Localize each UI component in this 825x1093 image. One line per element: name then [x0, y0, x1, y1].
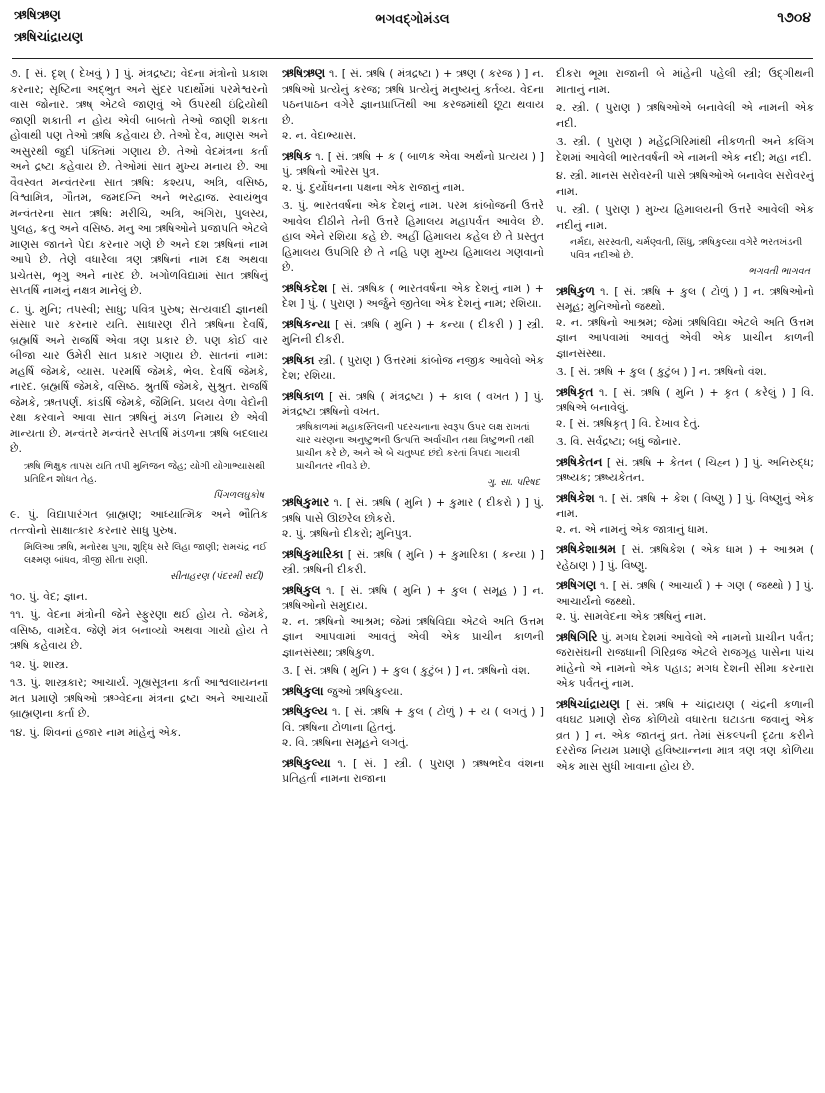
headword: ઋષિકૃત — [556, 384, 594, 399]
headword: ઋષિકુલ્યા — [282, 755, 331, 770]
sense-2: ૨. [ સં. ઋષિકૃત્ ] વિ. દેખાવ દેતું. — [556, 416, 701, 430]
sense-1: ૧. [ સં. ઋષિ + કેશ ( વિષ્ણુ ) ] પું. વિષ્ણુનું એક નામ. — [556, 491, 814, 520]
sense-1: ૧. [ સં. ઋષિ + ક ( બાળક એવા અર્થનો પ્રત્યય ) ] પું. ઋષિનો ઔરસ પુત્ર. — [282, 149, 544, 178]
sense-1: ૧. [ સં. ઋષિ + કુલ ( ટોળું ) ] ન. ઋષિઓનો સમૂહ; મુનિઓનો જથ્થો. — [556, 284, 814, 313]
sense-1: ૧. [ સં. ] સ્ત્રી. ( પુરાણ ) ઋષભદેવ વંશના પ્રતિહર્તા નામના રાજાના — [282, 756, 544, 785]
definition: [ સં. ઋષિ + ચાંદ્રાયણ ( ચંદ્રની કળાની વધઘટ પ્રમાણે રોજ કોળિયો વધારતા ઘટાડતા જવાનું એક વ્રત ) ] ન. એક જાતનું વ્રત. તેમાં સંકલ્પની દૃઢતા કરીને દરરોજ નિયમ પ્રમાણે હવિષ્યાન્નના માત્ર ત્રણ ત્રણ કોળિયા એક માસ સુધી ખાવાના હોય છે. — [556, 697, 814, 773]
sense-14: ૧૪. પું. શિવનાં હજાર નામ માંહેનું એક. — [10, 725, 182, 739]
sense-1: ૧. [ સં. ઋષિ ( મંત્રદ્રષ્ટા ) + ઋણ ( કરજ ) ] ન. ઋષિઓ પ્રત્યેનું કરજ; ઋષિ પ્રત્યેનું મનુષ્યનું કર્તવ્ય. વેદના પઠનપાઠન વગેરે જ્ઞાનપ્રાપ્તિથી આ કરજમાંથી છૂટા થવાય છે. — [282, 67, 544, 127]
entry-rishikanya — [282, 317, 544, 348]
sense-2: ૨. ન. વેદાભ્યાસ. — [282, 129, 357, 142]
sense-2: ૨. ન. એ નામનું એક જાત્રાનું ધામ. — [556, 522, 709, 536]
headword: ઋષિકેશાશ્રમ — [556, 542, 616, 556]
sense-3: ૩. પું. ભારતવર્ષના એક દેશનું નામ. પરમ કાંબોજની ઉત્તરે આવેલ દીઠીને તેની ઉત્તરે હિમાલય મહાપર્વત આવેલ છે. હાલ એને રશિયા કહે છે. અહીં હિમાલય કહેલ છે તે પ્રસ્તુત હિમાલય ઉપગિરિ છે તે નહિ પણ મુખ્ય હિમાલય ગણવાનો છે. — [282, 199, 544, 274]
headword: ઋષિકા — [282, 352, 315, 367]
entry-rishikulyaa — [282, 756, 544, 787]
sense-1: ૧. [ સં. ઋષિ ( મુનિ ) + કુલ ( સમૂહ ) ] ન. ઋષિઓનો સમુદાય. — [282, 583, 544, 612]
definition: [ સં. ઋષિ ( મુનિ ) + કન્યા ( દીકરી ) ] સ્ત્રી. મુનિની દીકરી. — [282, 317, 544, 346]
sense-1: ૧. [ સં. ઋષિ + કુલ ( ટોળું ) + ય ( લગતું ) ] વિ. ઋષિના ટોળાના હિતનું. — [282, 705, 544, 734]
column-2 — [282, 66, 544, 1086]
entry-rishik — [282, 149, 544, 276]
headword: ઋષિકેશ — [556, 490, 595, 505]
definition: [ સં. ઋષિ ( મુનિ ) + કુમારિકા ( કન્યા ) ] સ્ત્રી. ઋષિની દીકરી. — [282, 547, 544, 576]
sense-5: ૫. સ્ત્રી. ( પુરાણ ) મુખ્ય હિમાલયની ઉત્તરે આવેલી એક નદીનું નામ. — [556, 203, 814, 232]
sense-3: ૩. [ સં. ઋષિ ( મુનિ ) + કુલ ( કુટુંબ ) ] ન. ઋષિનો વંશ. — [282, 664, 531, 677]
definition: સ્ત્રી. ( પુરાણ ) ઉત્તરમાં કાંબોજ નજીક આવેલો એક દેશ; રશિયા. — [282, 353, 544, 382]
sense-2: ૨. પું. સામવેદના એક ઋષિનું નામ. — [556, 610, 707, 623]
sense-1: ૧. [ સં. ઋષિ ( આચાર્ય ) + ગણ ( જથ્થો ) ] પું. આચાર્યનો જથ્થો. — [556, 579, 814, 608]
page-number: ૧૭૦૪ — [777, 10, 811, 26]
entry-rishikulya — [282, 704, 544, 751]
definition: પું. મગધ દેશમાં આવેલો એ નામનો પ્રાચીન પર્વત; જરાસંઘની રાજધાની ગિરિવ્રજ એટલે રાજગૃહ પાસેના પાંચ માંહેનો એ નામનો એક પહાડ; મગધ દેશની સીમા કરનારા એક પર્વતનું નામ. — [556, 630, 814, 690]
quotation-source: ગુ. સા. પરિષદ — [487, 476, 540, 488]
sense-12: ૧૨. પું. શાસ્ત્ર. — [10, 657, 69, 671]
definition: [ સં. ઋષિ ( મંત્રદ્રષ્ટા ) + કાલ ( વખત ) ] પું. મંત્રદ્રષ્ટા ઋષિનો વખત. — [282, 389, 544, 418]
entry-rishika — [282, 353, 544, 384]
sense-9: ૯. પું. વિદ્યાપારંગત બ્રાહ્મણ; આધ્યાત્મિક અને ભૌતિક તત્ત્વોનો સાક્ષાત્કાર કરનાર સાધુ પુરુષ. — [10, 508, 268, 537]
sense-2: ૨. પું. દુર્યોધનના પક્ષના એક રાજાનું નામ. — [282, 180, 465, 194]
definition: [ સં. ઋષિકેશ ( એક ધામ ) + આશ્રમ ( રહેઠાણ ) ] પું. વિષ્ણુ. — [556, 543, 814, 572]
entry-rishikul-2 — [556, 284, 814, 380]
header-divider — [12, 58, 813, 59]
sense-13: ૧૩. પું. શાસ્ત્રકાર; આચાર્ય. ગૃહ્યસૂત્રના કર્તા આશ્વલાયનના મત પ્રમાણે ઋષિઓ ઋગ્વેદના મંત્રના દ્રષ્ટા અને આચાર્યો બ્રાહ્મણના કર્તા છે. — [10, 676, 268, 720]
headword: ઋષિઋણ — [282, 66, 326, 80]
sense-2: ૨. સ્ત્રી. ( પુરાણ ) ઋષિઓએ બનાવેલી એ નામની એક નદી. — [556, 101, 814, 130]
page-header — [14, 8, 811, 54]
headword: ઋષિકુલ — [282, 582, 321, 597]
entry-rishikula — [282, 684, 544, 700]
headword: ઋષિકુળ — [556, 283, 595, 298]
sense-8: ૮. પું. મુનિ; તપસ્વી; સાધુ; પવિત્ર પુરુષ; સત્યવાદી જ્ઞાનથી સંસાર પાર કરનાર યતિ. સાધારણ રીતે ઋષિના દેવર્ષિ, બ્રહ્મર્ષિ અને રાજર્ષિ એવા ત્રણ પ્રકાર છે. પણ કોઈ વાર બીજા ચાર ઉમેરી સાત પ્રકાર ગણાય છે. સાતનાં નામ: મહર્ષિ જેમકે, વ્યાસ. પરમર્ષિ જેમકે, ભેલ. દેવર્ષિ જેમકે, નારદ. બ્રહ્મર્ષિ જેમકે, વસિષ્ઠ. શ્રુતર્ષિ જેમકે, સુશ્રુત. રાજર્ષિ જેમકે, ઋતપર્ણ. કાંડર્ષિ જેમકે, જૈમિનિ. પ્રલય વેળા વેદોની રક્ષા કરવાને આવા સાત ઋષિનું મંડળ નિમાય છે એવી માન્યતા છે. મન્વંતરે મન્વંતરે સપ્તર્ષિ મંડળના ઋષિ બદલાય છે. — [10, 302, 268, 455]
headword: ઋષિગણ — [556, 578, 597, 592]
entry-rishikal — [282, 389, 544, 491]
quotation: મિલિઆ ઋષિ, મનોરથ પુગા, શુદ્ધિ સરે લિહા જાણી; રામચંદ્ર નઈ લક્ષ્મણ બાંધવ, ત્રીજી સીતા રાણી. — [24, 542, 267, 566]
column-1 — [10, 66, 268, 1086]
sense-3: ૩. [ સં. ઋષિ + કુલ ( કુટુંબ ) ] ન. ઋષિનો વંશ. — [556, 365, 767, 378]
entry-rishikul — [282, 583, 544, 679]
quotation: નર્મદા, સરસ્વતી, ચર્મણ્વતી, સિંધુ, ઋષિકુલ્યા વગેરે ભરતખંડની પવિત્ર નદીઓ છે. — [570, 237, 803, 261]
entry-rishikumarika — [282, 547, 544, 578]
guide-word-top: ઋષિઋણ — [14, 8, 61, 23]
headword: ઋષિકદેશ — [282, 280, 328, 295]
headword: ઋષિચાંદ્રાયણ — [556, 696, 620, 711]
guide-word-bottom: ઋષિચાંદ્રાયણ — [14, 30, 84, 45]
entry-rishikdesh — [282, 281, 544, 312]
headword: ઋષિકુલ્ય — [282, 704, 328, 718]
sense-4: ૪. સ્ત્રી. માનસ સરોવરની પાસે ઋષિઓએ બનાવેલ સરોવરનું નામ. — [556, 169, 814, 198]
headword: ઋષિકેતન — [556, 454, 603, 469]
entry-rishigiri — [556, 630, 814, 692]
headword: ઋષિકુમારિકા — [282, 546, 344, 561]
quotation: ઋષિ ભિક્ષુક તાપસ યતિ તપી મુનિજન જેહ; યોગી યોગાભ્યાસથી પ્રતિદિન શોધત તેહ. — [24, 460, 266, 485]
entry-rishikumar — [282, 495, 544, 542]
entry-rishichandrayan — [556, 697, 814, 775]
quotation-source: સીતાહરણ (પંદરમી સદી) — [170, 571, 264, 582]
quotation-source: પિંગળલઘુકોષ — [213, 489, 264, 501]
sense-2: ૨. પું. ઋષિનો દીકરો; મુનિપુત્ર. — [282, 527, 412, 540]
entry-rishikeshashram — [556, 542, 814, 573]
sense-3: ૩. વિ. સર્વદ્રષ્ટા; બધું જોનાર. — [556, 435, 682, 448]
sense-7: ૭. [ સં. દૃશ્ ( દેખવું ) ] પું. મંત્રદ્રષ્ટા; વેદના મંત્રોનો પ્રકાશ કરનાર; સૃષ્ટિના અદ્ભુત અને સુંદર પદાર્થોમાં પરમેશ્વરનો વાસ જોનાર. ઋષ્ એટલે જાણવું એ ઉપરથી ઇંદ્રિયોથી જાણી શકાતી ન હોય એવી બાબતો તેઓ જાણી શકતા હોવાથી પણ તેઓ ઋષિ કહેવાય છે. તેઓ દેવ, માણસ અને અસુરથી જુદી પંક્તિમાં ગણાય છે. તેઓ વેદમંત્રના કર્તા અને દ્રષ્ટા કહેવાય છે. તેઓમાં સાત મુખ્ય મનાય છે. આ વૈવસ્વત મન્વંતરના સાત ઋષિ: કશ્યપ, અત્રિ, વસિષ્ઠ, વિશ્વામિત્ર, ગૌતમ, જમદગ્નિ અને ભરદ્વાજ. સ્વાયંભુવ મન્વંતરના સાત ઋષિ: મરીચિ, અત્રિ, અંગિરા, પુલસ્ય, પુલહ, ક્રતુ અને વસિષ્ઠ. મનુ આ ઋષિઓને પ્રજાપતિ એટલે માણસ જાતને પેદા કરનાર ગણે છે અને દશ ઋષિનાં નામ આપે છે. તેણે વધારેલા ત્રણ ઋષિનાં નામ દક્ષ અથવા પ્રચેતસ, ભૃગુ અને નારદ છે. ખગોળવિદ્યામાં સાત ઋષિનું સપ્તર્ષિ નામનું નક્ષત્ર માનેલું છે. — [10, 67, 268, 297]
column-3 — [556, 66, 814, 1086]
continued-text: દીકરા ભૂમા રાજાની બે માંહેની પહેલી સ્ત્રી; ઉદ્ગીથની માતાનું નામ. — [556, 67, 814, 96]
entry-rishikesh — [556, 491, 814, 538]
headword: ઋષિકુમાર — [282, 495, 330, 509]
quotation-source: ભગવતી ભાગવત — [748, 266, 810, 277]
headword: ઋષિકાળ — [282, 388, 324, 403]
quotation: ઋષિકાળમાં મહાકસ્તિલની પદરચનાના સ્વરૂપ ઉપર લક્ષ રાખતાં ચાર ચરણના અનુષ્ટુભની ઉત્પત્તિ અર્વાચીન તથા ત્રિષ્ટુભની તથી પ્રાચીન કરે છે, અને એ બે ચતુષ્પદ છંદો કરતાં ત્રિપદા ગાયત્રી પ્રાચીનતર નીવડે છે. — [296, 421, 535, 472]
headword: ઋષિકન્યા — [282, 316, 331, 331]
sense-2: ૨. વિ. ઋષિના સમૂહને લગતું. — [282, 736, 409, 749]
book-title: ભગવદ્ગોમંડલ — [375, 12, 450, 27]
sense-10: ૧૦. પું. વેદ; જ્ઞાન. — [10, 589, 88, 603]
headword: ઋષિગિરિ — [556, 629, 598, 644]
entry-rishigan — [556, 578, 814, 625]
definition: [ સં. ઋષિક ( ભારતવર્ષના એક દેશનું નામ ) + દેશ ] પું. ( પુરાણ ) અર્જુને જીતેલા એક દેશનું નામ; રશિયા. — [282, 281, 544, 310]
headword: ઋષિકુલા — [282, 683, 324, 698]
headword: ઋષિક — [282, 148, 312, 163]
entry-rishiketan — [556, 455, 814, 486]
entry-rishikrut — [556, 385, 814, 450]
sense-1: ૧. [ સં. ઋષિ ( મુનિ ) + કુમાર ( દીકરો ) ] પું. ઋષિ પાસે ઊછરેલ છોકરો. — [282, 496, 544, 525]
cross-reference: જુઓ ઋષિકુલ્યા. — [327, 684, 403, 698]
sense-11: ૧૧. પું. વેદના મંત્રોની જેને સ્ફુરણા થઈ હોય તે. જેમકે, વસિષ્ઠ, વામદેવ. જેણે મંત્ર બનાવ્યો અથવા ગાયો હોય તે ઋષિ કહેવાય છે. — [10, 608, 268, 652]
sense-2: ૨. ન. ઋષિનો આશ્રમ; જેમાં ઋષિવિદ્યા એટલે અતિ ઉત્તમ જ્ઞાન આપવામાં આવતું એવી એક પ્રાચીન કાળની જ્ઞાનસંસ્થા. — [556, 315, 814, 360]
sense-1: ૧. [ સં. ઋષિ ( મુનિ ) + કૃત ( કરેલું ) ] વિ. ઋષિએ બનાવેલું. — [556, 385, 814, 414]
sense-2: ૨. ન. ઋષિનો આશ્રમ; જેમાં ઋષિવિદ્યા એટલે અતિ ઉત્તમ જ્ઞાન આપવામાં આવતું એવી એક પ્રાચીન કાળની જ્ઞાનસંસ્થા; ઋષિકુળ. — [282, 614, 544, 659]
definition: [ સં. ઋષિ + કેતન ( ચિહ્ન ) ] પું. અનિરુદ્ધ; ઋષ્યક; ઋષ્યકેતન. — [556, 455, 814, 484]
sense-3: ૩. સ્ત્રી. ( પુરાણ ) મહેંદ્રગિરિમાંથી નીકળતી અને કલિંગ દેશમાં આવેલી ભારતવર્ષની એ નામની એક નદી; મહા નદી. — [556, 135, 814, 164]
entry-rishirin — [282, 66, 544, 144]
